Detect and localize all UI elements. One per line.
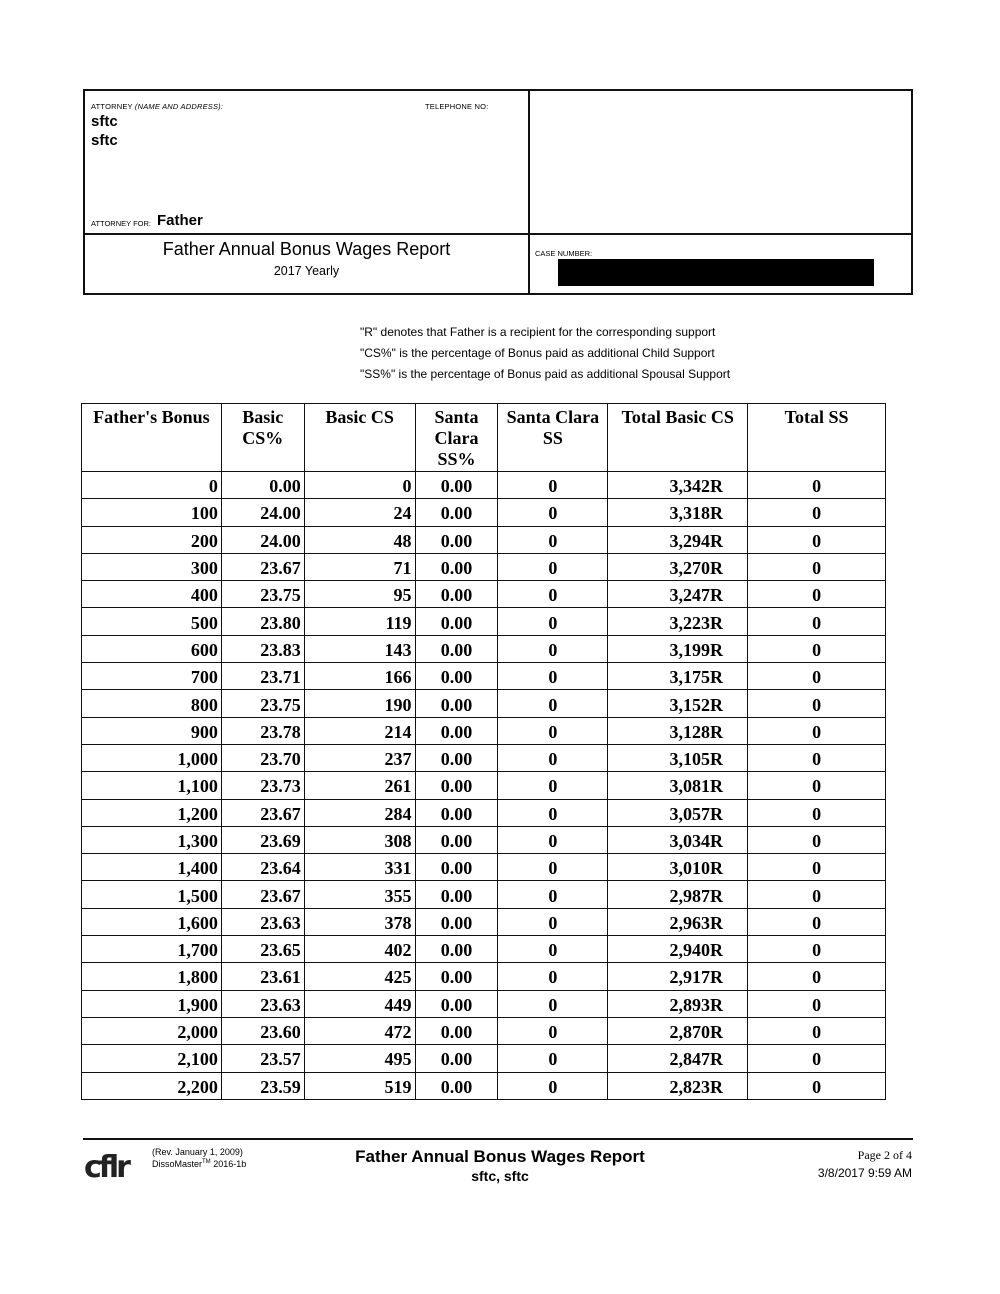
table-row [82,635,886,662]
table-cell: 0 [748,990,886,1017]
table-cell: 23.67 [221,553,304,580]
table-cell: 0.00 [415,499,498,526]
table-cell: 1,600 [82,908,222,935]
table-cell: 3,081R [608,772,748,799]
table-cell: 0.00 [415,881,498,908]
table-cell: 23.67 [221,799,304,826]
table-cell: 3,105R [608,744,748,771]
table-cell: 1,000 [82,744,222,771]
table-cell: 23.73 [221,772,304,799]
table-cell: 449 [304,990,415,1017]
footer-subtitle: sftc, sftc [471,1168,529,1184]
table-cell: 2,917R [608,963,748,990]
attorney-for-value: Father [157,212,203,229]
table-row [82,553,886,580]
table-cell: 378 [304,908,415,935]
table-cell: 0 [82,472,222,499]
table-cell: 23.57 [221,1045,304,1072]
cflr-logo: cflr [84,1150,128,1185]
table-cell: 100 [82,499,222,526]
table-cell: 23.83 [221,635,304,662]
table-cell: 0 [748,635,886,662]
footer-divider [83,1138,913,1140]
attorney-label: ATTORNEY (NAME AND ADDRESS): [91,102,224,111]
table-cell: 1,500 [82,881,222,908]
table-cell: 2,940R [608,936,748,963]
table-header-row [82,404,886,472]
table-cell: 23.63 [221,990,304,1017]
note-r: "R" denotes that Father is a recipient for the corresponding support [360,325,716,339]
table-cell: 472 [304,1017,415,1044]
table-cell: 0 [748,854,886,881]
table-cell: 0 [498,854,608,881]
table-cell: 3,342R [608,472,748,499]
table-row [82,608,886,635]
table-cell: 0.00 [221,472,304,499]
table-cell: 0 [748,472,886,499]
table-cell: 2,200 [82,1072,222,1099]
table-cell: 400 [82,581,222,608]
table-cell: 300 [82,553,222,580]
table-cell: 2,823R [608,1072,748,1099]
report-period: 2017 Yearly [273,264,340,278]
table-row [82,690,886,717]
table-cell: 3,318R [608,499,748,526]
header-vertical-divider [528,91,530,293]
table-cell: 519 [304,1072,415,1099]
table-row [82,908,886,935]
table-cell: 0 [498,608,608,635]
table-cell: 23.63 [221,908,304,935]
table-cell: 0.00 [415,1072,498,1099]
table-cell: 23.60 [221,1017,304,1044]
table-cell: 0 [498,526,608,553]
table-cell: 1,900 [82,990,222,1017]
col-santa-clara-ss: Santa Clara SS [498,404,608,472]
table-cell: 3,270R [608,553,748,580]
table-cell: 355 [304,881,415,908]
table-row [82,744,886,771]
table-cell: 0 [748,690,886,717]
table-cell: 71 [304,553,415,580]
telephone-label: TELEPHONE NO: [425,102,489,111]
table-cell: 48 [304,526,415,553]
header-horizontal-divider [85,233,911,235]
table-cell: 0 [748,499,886,526]
table-cell: 700 [82,663,222,690]
col-basic-cs-pct: Basic CS% [221,404,304,472]
table-cell: 23.75 [221,690,304,717]
table-row [82,826,886,853]
table-cell: 0 [498,635,608,662]
header-form-box [83,89,913,295]
col-total-basic-cs: Total Basic CS [608,404,748,472]
table-cell: 2,000 [82,1017,222,1044]
table-cell: 24.00 [221,499,304,526]
table-cell: 0 [304,472,415,499]
table-row [82,581,886,608]
table-cell: 0.00 [415,472,498,499]
table-row [82,772,886,799]
table-row [82,963,886,990]
table-cell: 800 [82,690,222,717]
table-cell: 0 [748,881,886,908]
table-cell: 2,963R [608,908,748,935]
footer-title: Father Annual Bonus Wages Report [355,1147,645,1166]
table-cell: 23.65 [221,936,304,963]
table-cell: 0 [748,908,886,935]
table-cell: 23.80 [221,608,304,635]
table-cell: 3,057R [608,799,748,826]
table-cell: 166 [304,663,415,690]
note-cs: "CS%" is the percentage of Bonus paid as additional Child Support [360,346,715,360]
table-cell: 308 [304,826,415,853]
attorney-name-line2: sftc [91,132,118,149]
report-title: Father Annual Bonus Wages Report [162,239,451,259]
table-cell: 0 [498,1072,608,1099]
table-cell: 0 [748,526,886,553]
table-cell: 0 [498,663,608,690]
table-cell: 0 [498,1045,608,1072]
table-row [82,881,886,908]
table-row [82,1072,886,1099]
table-cell: 95 [304,581,415,608]
table-cell: 23.70 [221,744,304,771]
table-cell: 0 [498,553,608,580]
table-cell: 0 [748,826,886,853]
table-cell: 0.00 [415,663,498,690]
case-number-label: CASE NUMBER: [535,249,593,258]
table-cell: 24.00 [221,526,304,553]
table-body [82,472,886,1100]
table-row [82,472,886,499]
table-cell: 0 [498,472,608,499]
table-cell: 0 [748,553,886,580]
table-cell: 2,870R [608,1017,748,1044]
table-cell: 900 [82,717,222,744]
table-cell: 0 [498,772,608,799]
table-cell: 1,400 [82,854,222,881]
page-number: Page 2 of 4 [857,1148,912,1162]
table-cell: 425 [304,963,415,990]
table-cell: 0 [498,499,608,526]
table-cell: 600 [82,635,222,662]
table-cell: 0 [748,744,886,771]
table-cell: 0 [748,963,886,990]
table-row [82,990,886,1017]
table-cell: 0 [498,690,608,717]
table-cell: 495 [304,1045,415,1072]
table-cell: 284 [304,799,415,826]
table-cell: 2,847R [608,1045,748,1072]
table-cell: 0.00 [415,854,498,881]
table-cell: 0 [498,908,608,935]
table-row [82,526,886,553]
bonus-table [81,403,886,1100]
col-santa-clara-ss-pct: Santa Clara SS% [415,404,498,472]
table-cell: 0 [748,717,886,744]
table-cell: 0 [498,881,608,908]
table-cell: 0.00 [415,1045,498,1072]
col-total-ss: Total SS [748,404,886,472]
table-cell: 1,700 [82,936,222,963]
table-row [82,1017,886,1044]
table-cell: 143 [304,635,415,662]
table-cell: 3,175R [608,663,748,690]
table-cell: 190 [304,690,415,717]
table-cell: 0.00 [415,608,498,635]
table-cell: 24 [304,499,415,526]
table-cell: 0 [498,936,608,963]
case-number-redaction [558,259,874,286]
table-cell: 3,034R [608,826,748,853]
table-cell: 0 [748,581,886,608]
table-cell: 0.00 [415,526,498,553]
table-row [82,936,886,963]
table-cell: 402 [304,936,415,963]
table-cell: 0.00 [415,799,498,826]
table-cell: 331 [304,854,415,881]
table-cell: 1,800 [82,963,222,990]
table-cell: 0 [748,1017,886,1044]
table-cell: 23.67 [221,881,304,908]
table-cell: 0.00 [415,717,498,744]
table-cell: 2,100 [82,1045,222,1072]
table-cell: 1,200 [82,799,222,826]
attorney-for-label: ATTORNEY FOR: [91,219,152,228]
table-cell: 0 [498,717,608,744]
table-cell: 3,223R [608,608,748,635]
table-cell: 0 [498,990,608,1017]
table-row [82,854,886,881]
table-cell: 0 [748,799,886,826]
table-cell: 0.00 [415,826,498,853]
table-cell: 1,100 [82,772,222,799]
table-cell: 500 [82,608,222,635]
table-cell: 3,294R [608,526,748,553]
table-cell: 3,152R [608,690,748,717]
table-cell: 214 [304,717,415,744]
table-cell: 0 [498,799,608,826]
revision-info [152,1147,246,1169]
table-cell: 2,987R [608,881,748,908]
table-cell: 0 [498,581,608,608]
table-cell: 0.00 [415,635,498,662]
table-cell: 0 [748,772,886,799]
table-cell: 3,199R [608,635,748,662]
table-cell: 23.78 [221,717,304,744]
table-cell: 0.00 [415,963,498,990]
table-cell: 0 [498,1017,608,1044]
table-cell: 0.00 [415,936,498,963]
table-cell: 0 [498,963,608,990]
product-version: DissoMaster™ 2016-1b [152,1159,247,1169]
table-cell: 0.00 [415,990,498,1017]
table-cell: 0 [748,1045,886,1072]
table-cell: 0 [498,826,608,853]
revision-date: (Rev. January 1, 2009) [152,1147,243,1157]
table-cell: 0 [748,608,886,635]
table-cell: 237 [304,744,415,771]
table-cell: 0.00 [415,744,498,771]
table-cell: 3,247R [608,581,748,608]
table-row [82,1045,886,1072]
table-cell: 23.61 [221,963,304,990]
table-cell: 0.00 [415,772,498,799]
table-cell: 23.59 [221,1072,304,1099]
table-cell: 0.00 [415,908,498,935]
table-row [82,717,886,744]
table-cell: 23.71 [221,663,304,690]
col-fathers-bonus: Father's Bonus [82,404,222,472]
table-cell: 0.00 [415,581,498,608]
table-cell: 23.75 [221,581,304,608]
table-row [82,499,886,526]
table-cell: 1,300 [82,826,222,853]
table-cell: 261 [304,772,415,799]
table-cell: 2,893R [608,990,748,1017]
table-cell: 23.64 [221,854,304,881]
legend-notes [360,322,730,385]
table-cell: 0.00 [415,553,498,580]
table-cell: 0 [748,1072,886,1099]
table-cell: 0 [748,663,886,690]
note-ss: "SS%" is the percentage of Bonus paid as additional Spousal Support [360,367,731,381]
col-basic-cs: Basic CS [304,404,415,472]
table-cell: 200 [82,526,222,553]
table-cell: 23.69 [221,826,304,853]
attorney-name-line1: sftc [91,113,118,130]
table-cell: 0 [498,744,608,771]
table-cell: 3,128R [608,717,748,744]
table-row [82,663,886,690]
table-cell: 0.00 [415,690,498,717]
table-cell: 119 [304,608,415,635]
table-cell: 0.00 [415,1017,498,1044]
table-row [82,799,886,826]
table-cell: 3,010R [608,854,748,881]
table-cell: 0 [748,936,886,963]
timestamp: 3/8/2017 9:59 AM [817,1166,912,1180]
